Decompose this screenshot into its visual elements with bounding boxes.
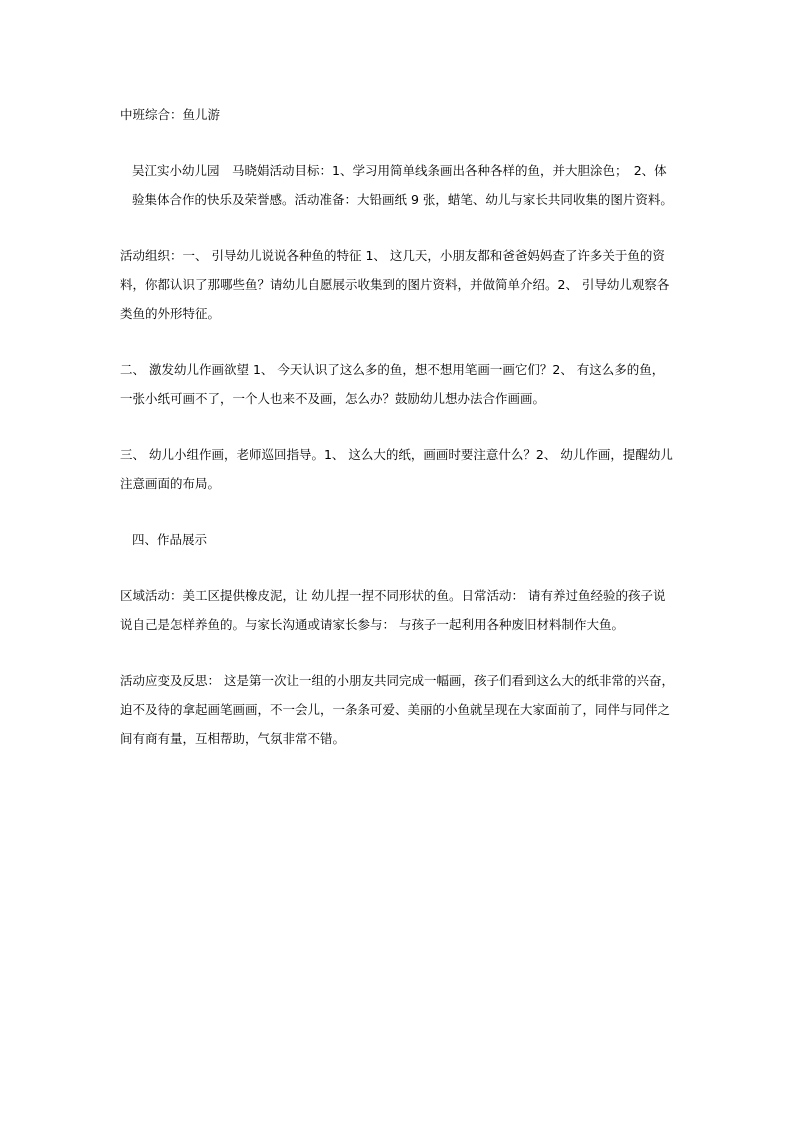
paragraph-step-three: 三、 幼儿小组作画，老师巡回指导。1、 这么大的纸，画画时要注意什么？2、 幼儿作画，提醒幼儿注意画面的布局。 — [120, 447, 673, 491]
paragraph-reflection: 活动应变及反思： 这是第一次让一组的小朋友共同完成一幅画，孩子们看到这么大的纸非常的兴奋，迫不及待的拿起画笔画画，不一会儿，一条条可爱、美丽的小鱼就呈现在大家面前了，同伴与同伴之间有商有量，互相帮助，气氛非常不错。 — [120, 673, 674, 746]
paragraph-objectives: 吴江实小幼儿园 马晓娟活动目标：1、学习用简单线条画出各种各样的鱼，并大胆涂色； 2、体验集体合作的快乐及荣誉感。活动准备：大铅画纸 9 张，蜡笔、幼儿与家长共同收集的图片资料。 — [132, 163, 673, 207]
paragraph-extension-activities: 区域活动：美工区提供橡皮泥，让 幼儿捏一捏不同形状的鱼。日常活动： 请有养过鱼经验的孩子说说自己是怎样养鱼的。与家长沟通或请家长参与： 与孩子一起利用各种废旧材料制作大鱼。 — [120, 588, 666, 632]
paragraph-organization: 活动组织：一、 引导幼儿说说各种鱼的特征 1、 这几天，小朋友都和爸爸妈妈查了许多关于鱼的资料，你都认识了那哪些鱼？请幼儿自愿展示收集到的图片资料，并做简单介绍。2、 引导幼儿观察各类鱼的外形特征。 — [120, 248, 670, 321]
document-body — [120, 100, 676, 753]
paragraph-step-two: 二、 激发幼儿作画欲望 1、 今天认识了这么多的鱼，想不想用笔画一画它们？2、 有这么多的鱼，一张小纸可画不了，一个人也来不及画，怎么办？鼓励幼儿想办法合作画画。 — [120, 362, 665, 406]
document-title: 中班综合：鱼儿游 — [120, 107, 221, 122]
paragraph-step-four: 四、作品展示 — [132, 532, 208, 547]
